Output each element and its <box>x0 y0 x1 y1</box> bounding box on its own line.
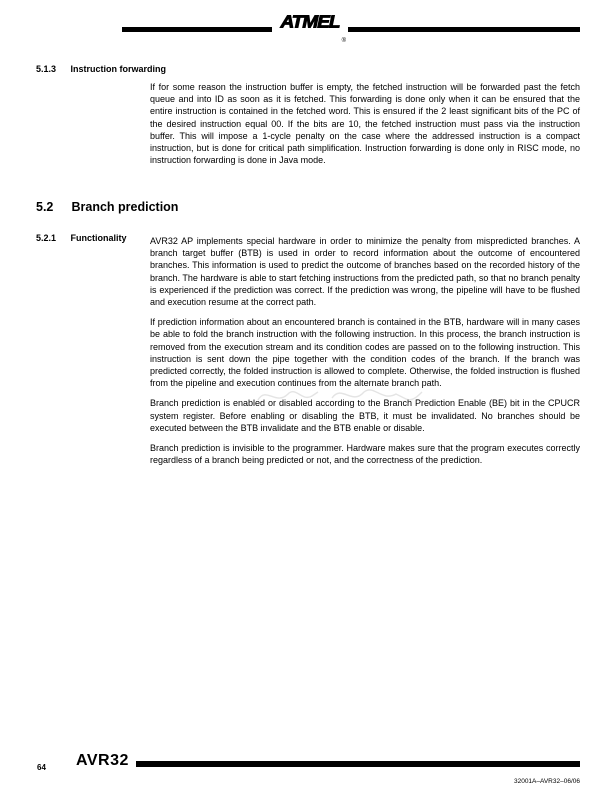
header-rule-right <box>348 27 580 32</box>
document-reference: 32001A–AVR32–06/06 <box>513 778 580 785</box>
section-heading <box>36 64 166 74</box>
footer-rule <box>136 761 580 767</box>
section-title: Instruction forwarding <box>70 64 167 74</box>
paragraph: AVR32 AP implements special hardware in order to minimize the penalty from mispredicted branches. A branch target buffer (BTB) is used in order to record information about the outcome of encountered branches. This information is used to predict the outcome of branches based on the recorded history of the branch. The hardware is able to start fetching instructions from the predicted path, so that no branch penalty is experienced if the prediction was correct. If the prediction was wrong, the pipeline will have to be flushed and execution resume at the correct path. <box>150 236 580 308</box>
section-heading <box>36 233 127 243</box>
footer-product-name: AVR32 <box>76 752 129 769</box>
registered-trademark-icon: ® <box>341 38 346 44</box>
header-rule-left <box>122 27 272 32</box>
paragraph: Branch prediction is enabled or disabled according to the Branch Prediction Enable (BE) bit in the CPUCR system register. Before enabling or disabling the BTB, it must be invalidated. No branches should be executed between the BTB invalidate and the BTB enable or disable. <box>150 398 580 433</box>
atmel-logo-text: ATMEL <box>280 12 340 33</box>
section-body <box>150 64 580 166</box>
paragraph: Branch prediction is invisible to the programmer. Hardware makes sure that the program executes correctly regardless of a branch being predicted or not, and the correctness of the prediction. <box>150 443 580 466</box>
paragraph: If prediction information about an encountered branch is contained in the BTB, hardware will in many cases be able to fold the branch instruction with the following instruction. In this process, the branch instruction is removed from the execution stream and its condition codes are passed on to the following instruction. This instruction is sent down the pipe together with the condition codes of the branch. If the branch was predicted correctly, the folded instruction is allowed to complete. Otherwise, the folded instruction is flushed from the pipeline and execution continues from the alternate branch path. <box>150 317 580 389</box>
section-functionality <box>36 233 580 474</box>
section-title: Branch prediction <box>71 200 179 214</box>
section-number: 5.1.3 <box>36 64 57 74</box>
section-number: 5.2 <box>36 200 54 214</box>
section-heading <box>36 200 178 214</box>
page-number: 64 <box>37 763 46 772</box>
section-title: Functionality <box>70 233 127 243</box>
atmel-logo <box>272 12 348 42</box>
paragraph: If for some reason the instruction buffer is empty, the fetched instruction will be forwarded past the fetch queue and into ID as soon as it is fetched. This forwarding is done only when it can be ensured that the entire instruction is contained in the fetched word. This is ensured if the 2 least significant bits of the PC of the desired instruction equal 00. If the bits are 10, the fetched instruction must pass via the instruction buffer. This will impose a 1-cycle penalty on the case where the addressed instruction is a compact instruction, but is done for critical path simplification. Instruction forwarding is done only in RISC mode, no instruction forwarding is done in Java mode. <box>150 82 580 166</box>
section-instruction-forwarding <box>36 64 580 174</box>
section-number: 5.2.1 <box>36 233 57 243</box>
section-body <box>150 233 580 466</box>
watermark-scribble <box>252 378 428 412</box>
